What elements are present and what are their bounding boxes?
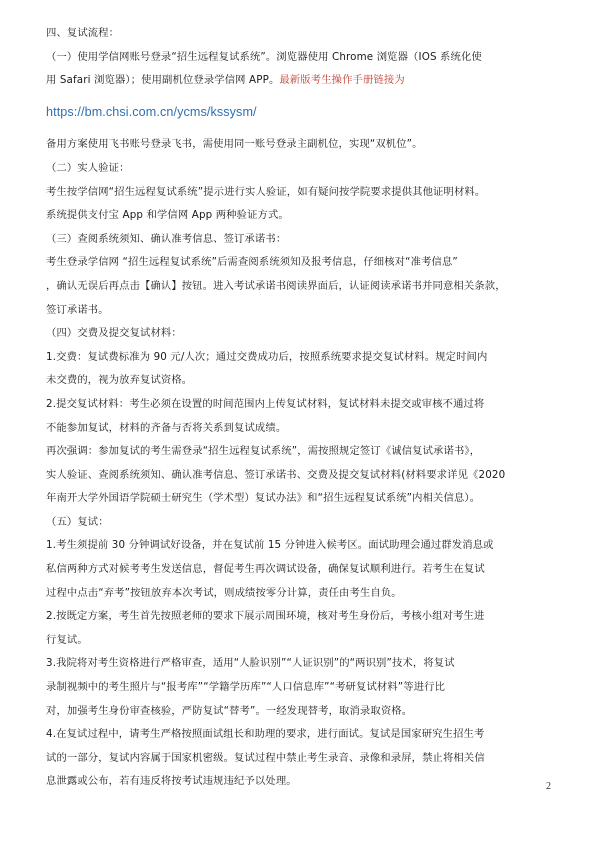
paragraph-line: 1.考生须提前 30 分钟调试好设备，并在复试前 15 分钟进入候考区。面试助理会通过群发消息或 bbox=[46, 539, 494, 552]
subheading: （三）查阅系统须知、确认准考信息、签订承诺书： bbox=[46, 232, 287, 245]
paragraph-line: 2.提交复试材料：考生必须在设置的时间范围内上传复试材料，复试材料未提交或审核不通过将 bbox=[46, 397, 485, 410]
manual-link-label: 最新版考生操作手册链接为 bbox=[279, 74, 405, 87]
paragraph-line: 试的一部分，复试内容属于国家机密级。复试过程中禁止考生录音、录像和录屏，禁止将相关信 bbox=[46, 751, 485, 764]
paragraph-line: 4.在复试过程中，请考生严格按照面试组长和助理的要求，进行面试。复试是国家研究生招生考 bbox=[46, 728, 485, 741]
paragraph-line: 录制视频中的考生照片与“报考库”“学籍学历库”“人口信息库”“考研复试材料”等进行比 bbox=[46, 681, 446, 694]
paragraph-line: 息泄露或公布，若有违反将按考试违规违纪予以处理。 bbox=[46, 775, 297, 788]
paragraph-line: （一）使用学信网账号登录“招生远程复试系统”。浏览器使用 Chrome 浏览器（IOS 系统化使 bbox=[46, 50, 482, 63]
paragraph-line: 1.交费：复试费标准为 90 元/人次；通过交费成功后，按照系统要求提交复试材料。规定时间内 bbox=[46, 350, 488, 363]
paragraph-line: 行复试。 bbox=[46, 633, 88, 646]
subheading: （四）交费及提交复试材料： bbox=[46, 327, 182, 340]
paragraph-line: 备用方案使用飞书账号登录飞书，需使用同一账号登录主副机位，实现“双机位”。 bbox=[46, 138, 423, 151]
link-line bbox=[46, 101, 554, 126]
paragraph-line: 不能参加复试，材料的齐备与否将关系到复试成绩。 bbox=[46, 421, 287, 434]
paragraph-line: 签订承诺书。 bbox=[46, 303, 109, 316]
paragraph-line: 年南开大学外国语学院硕士研究生（学术型）复试办法》和“招生远程复试系统”内相关信息）。 bbox=[46, 492, 481, 505]
paragraph-line: 考生登录学信网 “招生远程复试系统”后需查阅系统须知及报考信息，仔细核对“准考信息” bbox=[46, 256, 458, 269]
paragraph-text: 用 Safari 浏览器）；使用副机位登录学信网 APP。 bbox=[46, 74, 280, 87]
page-number: 2 bbox=[546, 781, 551, 792]
paragraph-line: 考生按学信网“招生远程复试系统”提示进行实人验证，如有疑问按学院要求提供其他证明材料。 bbox=[46, 185, 486, 198]
manual-link[interactable]: https://bm.chsi.com.cn/ycms/kssysm/ bbox=[46, 104, 257, 119]
paragraph-line: 再次强调：参加复试的考生需登录“招生远程复试系统”，需按照规定签订《诚信复试承诺书》， bbox=[46, 445, 481, 458]
paragraph-line: 3.我院将对考生资格进行严格审查，适用“人脸识别”“人证识别”的“两识别”技术，将复试 bbox=[46, 657, 455, 670]
paragraph-line: 对，加强考生身份审查核验，严防复试“替考”。一经发现替考，取消录取资格。 bbox=[46, 704, 413, 717]
paragraph-line: 过程中点击“弃考”按钮放弃本次考试，则成绩按零分计算，责任由考生自负。 bbox=[46, 586, 402, 599]
section-heading: 四、复试流程： bbox=[46, 27, 120, 39]
paragraph-line: 实人验证、查阅系统须知、确认准考信息、签订承诺书、交费及提交复试材料(材料要求详见《2020 bbox=[46, 468, 506, 481]
paragraph-line: 2.按既定方案，考生首先按照老师的要求下展示周围环境，核对考生身份后，考核小组对考生进 bbox=[46, 610, 485, 623]
paragraph-line: 系统提供支付宝 App 和学信网 App 两种验证方式。 bbox=[46, 209, 289, 222]
subheading: （二）实人验证： bbox=[46, 161, 130, 174]
document-body bbox=[46, 22, 554, 794]
subheading: （五）复试： bbox=[46, 515, 109, 528]
paragraph-line: 未交费的，视为放弃复试资格。 bbox=[46, 374, 193, 387]
paragraph-line bbox=[46, 69, 554, 93]
paragraph-line: 私信两种方式对候考考生发送信息，督促考生再次调试设备，确保复试顺利进行。若考生在复试 bbox=[46, 563, 485, 576]
paragraph-line: ，确认无误后再点击【确认】按钮。进入考试承诺书阅读界面后，认证阅读承诺书并同意相关条款， bbox=[46, 279, 506, 292]
